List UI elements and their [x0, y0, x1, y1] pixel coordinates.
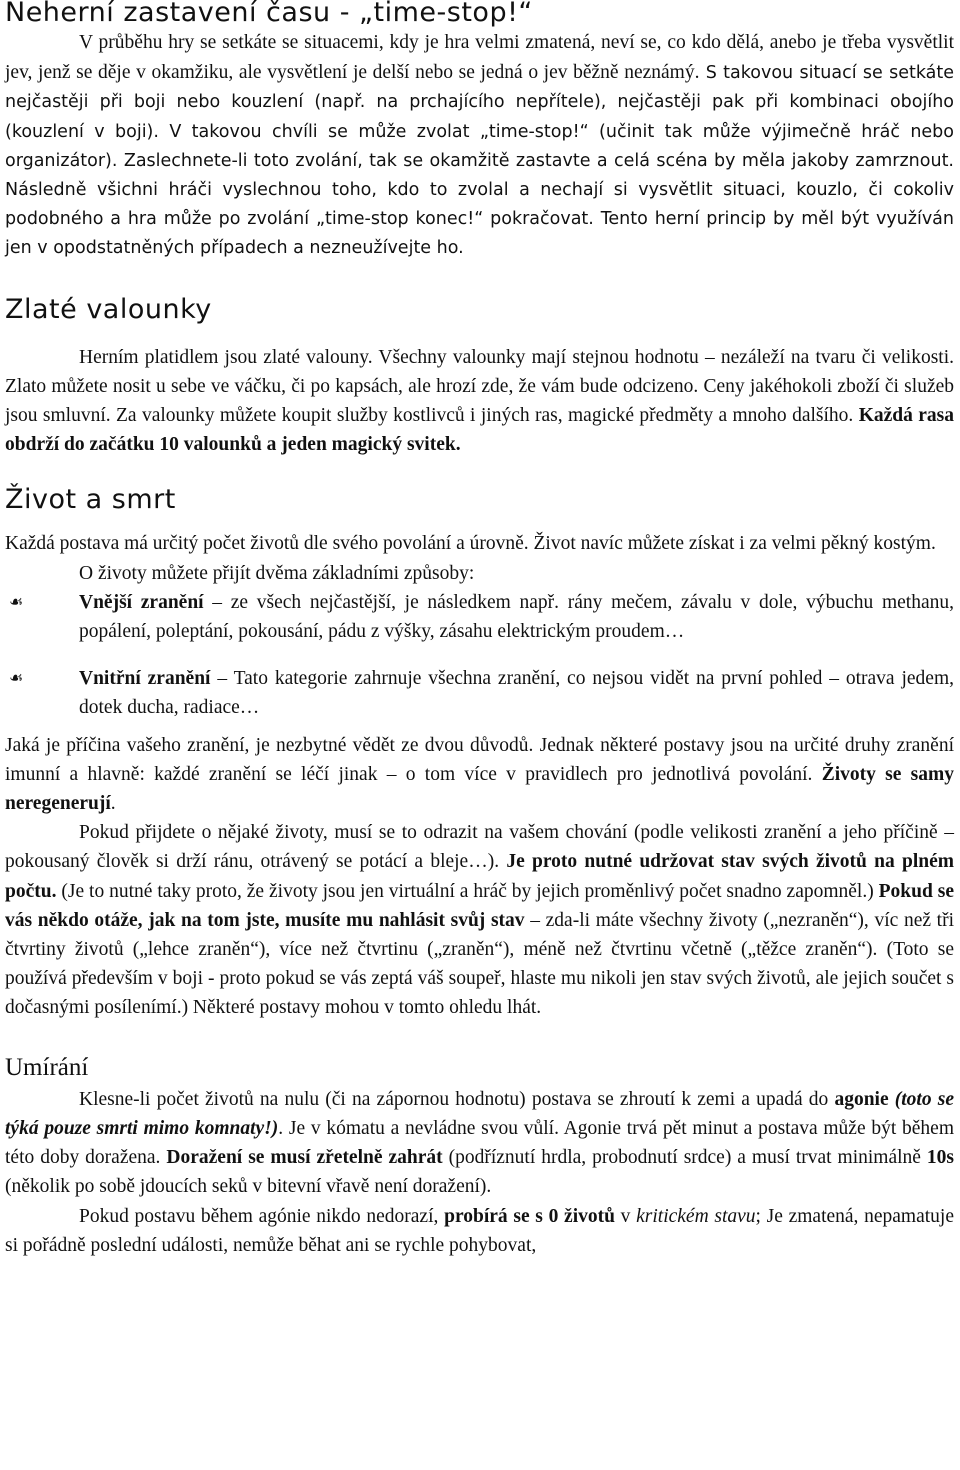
- gold-paragraph: [5, 343, 954, 460]
- bullet-leaf-icon: ☙: [9, 593, 24, 611]
- dying-p1-h: (několik po sobě jdoucích seků v bitevní vřavě není doražení).: [5, 1176, 492, 1198]
- dying-paragraph-2: [5, 1202, 954, 1260]
- life-p4-c: (Je to nutné taky proto, že životy jsou jen virtuální a hráč by jejich proměnlivý počet snadno zapomněl.): [56, 880, 879, 902]
- bullet-internal-injury: [5, 664, 954, 722]
- timestop-heading: Neherní zastavení času - „time-stop!“: [5, 0, 533, 28]
- dying-p1-e: Doražení se musí zřetelně zahrát: [166, 1147, 443, 1169]
- bullet-internal-text: [79, 664, 954, 722]
- gold-text-bold: Každá rasa obdrží do začátku 10 valounků a jeden magický svitek.: [5, 405, 954, 456]
- dying-p1-c: (toto se týká pouze smrti mimo komnaty!): [5, 1088, 954, 1139]
- dying-paragraph-1: [5, 1085, 954, 1202]
- dying-p1-b: agonie: [834, 1088, 889, 1110]
- bullet-external-body: – ze všech nejčastější, je následkem např. rány mečem, závalu v dole, výbuchu methanu, popálení, poleptání, pokousání, pádu z výšky, zásahu elektrickým proudem…: [79, 591, 954, 643]
- dying-p1-d: . Je v kómatu a nevládne svou vůlí. Agonie trvá pět minut a postava může být během této doby doražena.: [5, 1117, 955, 1169]
- dying-p2-d: kritickém stavu: [636, 1205, 756, 1227]
- timestop-paragraph: [5, 28, 954, 264]
- dying-p2-a: Pokud postavu během agónie nikdo nedorazí,: [79, 1205, 445, 1227]
- life-p4-a: Pokud přijdete o nějaké životy, musí se to odrazit na vašem chování (podle velikosti zranění a jeho příčině – pokousaný člověk si drží ránu, otrávený se potácí a bleje…).: [5, 822, 954, 873]
- life-p3-end: .: [110, 793, 116, 815]
- life-paragraph-1: Každá postava má určitý počet životů dle svého povolání a úrovně. Život navíc můžete získat i za velmi pěkný kostým.: [5, 533, 936, 555]
- life-p4-d: Pokud se vás někdo otáže, jak na tom jste, musíte mu nahlásit svůj stav: [5, 880, 954, 931]
- dying-heading: Umírání: [5, 1053, 89, 1081]
- bullet-internal-title: Vnitřní zranění: [79, 668, 211, 690]
- timestop-text-sans: S takovou situací se setkáte nejčastěji při boji nebo kouzlení (např. na prchajícího nepřítele), nejčastěji pak při kombinaci obojího (kouzlení v boji). V takovou chvíli se může zvolat „time-stop!“ (učinit tak může výjimečně hráč nebo organizátor). Zaslechnete-li toto zvolání, tak se okamžitě zastavte a celá scéna by měla jakoby zamrznout. Následně všichni hráči vyslechnou toho, kdo to zvolal a nechají si vysvětlit situaci, kouzlo, či cokoliv podobného a hra může po zvolání „time-stop konec!“ pokračovat. Tento herní princip by měl být využíván jen v opodstatněných případech a nezneužívejte ho.: [5, 63, 955, 259]
- life-paragraph-4: [5, 818, 954, 1022]
- life-p4-e: – zda-li máte všechny životy („nezraněn“), víc než tři čtvrtiny životů („lehce zraněn“), více než čtvrtinu („zraněn“), méně než čtvrtinu včetně („těžce zraněn“). (Toto se používá především v boji - proto pokud se vás zeptá váš soupeř, hlaste mu nikoli jen stav svých životů, ale jejich součet s dočasnými posílenímí.) Některé postavy mohou v tomto ohledu lhát.: [5, 909, 955, 1019]
- life-paragraph-3: [5, 731, 954, 819]
- dying-p2-e: ; Je zmatená, nepamatuje si pořádně poslední události, nemůže běhat ani se rychle pohybovat,: [5, 1205, 954, 1256]
- timestop-text-serif: V průběhu hry se setkáte se situacemi, kdy je hra velmi zmatená, neví se, co kdo dělá, anebo je třeba vysvětlit jev, jenž se děje v okamžiku, ale vysvětlení je delší nebo se jedná o jev běžně neznámý.: [5, 32, 954, 84]
- dying-p1-a: Klesne-li počet životů na nulu (či na zápornou hodnotu) postava se zhroutí k zemi a upadá do: [79, 1088, 835, 1110]
- bullet-external-text: [79, 588, 954, 646]
- bullet-leaf-icon: ☙: [9, 670, 24, 688]
- dying-p2-c: v: [614, 1205, 637, 1227]
- bullet-external-injury: [5, 588, 954, 646]
- dying-p1-f: (podříznutí hrdla, probodnutí srdce) a musí trvat minimálně: [442, 1147, 927, 1169]
- dying-p1-g: 10s: [926, 1147, 955, 1169]
- gold-text: Herním platidlem jsou zlaté valouny. Všechny valounky mají stejnou hodnotu – nezáleží na tvaru či velikosti. Zlato můžete nosit u sebe ve váčku, či po kapsách, ale hrozí zde, že vám bude odcizeno. Ceny jakéhokoli zboží či služeb jsou smluvní. Za valounky můžete koupit služby kostlivců i jiných ras, magické předměty a mnoho dalšího.: [5, 346, 954, 427]
- bullet-internal-body: – Tato kategorie zahrnuje všechna zranění, co nejsou vidět na první pohled – otrava jedem, dotek ducha, radiace…: [79, 668, 954, 719]
- gold-heading: Zlaté valounky: [5, 293, 212, 325]
- life-paragraph-2: O životy můžete přijít dvěma základními způsoby:: [79, 562, 475, 584]
- life-p4-b: Je proto nutné udržovat stav svých životů na plném počtu.: [5, 851, 954, 902]
- life-p3-bold: Životy se samy neregenerují: [5, 763, 954, 815]
- life-p3-text: Jaká je příčina vašeho zranění, je nezbytné vědět ze dvou důvodů. Jednak některé postavy jsou na určité druhy zranění imunní a hlavně: každé zranění se léčí jinak – o tom více v pravidlech pro jednotlivá povolání.: [5, 734, 954, 785]
- dying-p2-b: probírá se s 0 životů: [444, 1205, 615, 1227]
- life-heading: Život a smrt: [5, 484, 176, 516]
- bullet-external-title: Vnější zranění: [79, 591, 204, 613]
